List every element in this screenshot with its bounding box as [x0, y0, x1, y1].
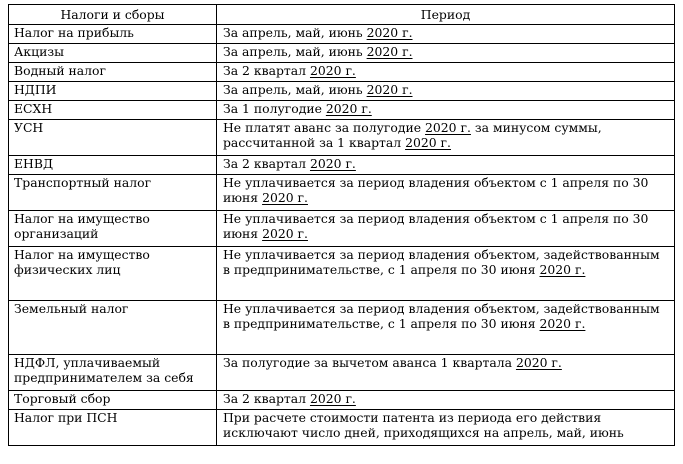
year-reference: 2020 г. — [262, 190, 308, 205]
year-reference: 2020 г. — [539, 316, 586, 331]
table-row — [9, 101, 675, 120]
tax-name-cell: Налог на имущество физических лиц — [9, 247, 217, 301]
year-reference: 2020 г. — [515, 355, 562, 370]
tax-name-cell: Налог на имущество организаций — [9, 211, 217, 247]
year-reference: 2020 г. — [425, 120, 471, 135]
table-row — [9, 410, 675, 446]
year-reference: 2020 г. — [309, 156, 356, 171]
table-row — [9, 211, 675, 247]
period-cell: Не уплачивается за период владения объектом с 1 апреля по 30 июня 2020 г. — [217, 211, 675, 247]
tax-name-cell: Земельный налог — [9, 301, 217, 355]
year-reference: 2020 г. — [405, 135, 451, 150]
table-row — [9, 355, 675, 391]
year-reference: 2020 г. — [539, 262, 586, 277]
period-cell: При расчете стоимости патента из периода его действия исключают число дней, приходящихся на апрель, май, июнь — [217, 410, 675, 446]
header-row — [9, 5, 675, 25]
tax-name-cell: НДФЛ, уплачиваемый предпринимателем за себя — [9, 355, 217, 391]
table-row — [9, 156, 675, 175]
period-cell: За апрель, май, июнь 2020 г. — [217, 44, 675, 63]
year-reference: 2020 г. — [366, 44, 413, 59]
period-cell: За апрель, май, июнь 2020 г. — [217, 25, 675, 44]
period-cell: За полугодие за вычетом аванса 1 квартала 2020 г. — [217, 355, 675, 391]
period-cell: За апрель, май, июнь 2020 г. — [217, 82, 675, 101]
tax-name-cell: НДПИ — [9, 82, 217, 101]
period-cell: Не уплачивается за период владения объектом, задействованным в предпринимательстве, с 1 апреля по 30 июня 2020 г. — [217, 247, 675, 301]
year-reference: 2020 г. — [309, 391, 356, 406]
year-reference: 2020 г. — [262, 226, 308, 241]
tax-name-cell: УСН — [9, 120, 217, 156]
period-cell: За 1 полугодие 2020 г. — [217, 101, 675, 120]
period-cell: Не уплачивается за период владения объектом с 1 апреля по 30 июня 2020 г. — [217, 175, 675, 211]
table-row — [9, 391, 675, 410]
year-reference: 2020 г. — [366, 25, 413, 40]
table-row — [9, 82, 675, 101]
tax-periods-table — [8, 4, 675, 446]
header-period: Период — [217, 5, 675, 25]
tax-name-cell: ЕСХН — [9, 101, 217, 120]
tax-name-cell: ЕНВД — [9, 156, 217, 175]
tax-name-cell: Налог при ПСН — [9, 410, 217, 446]
year-reference: 2020 г. — [325, 101, 372, 116]
table-row — [9, 25, 675, 44]
header-taxes: Налоги и сборы — [9, 5, 217, 25]
tax-name-cell: Налог на прибыль — [9, 25, 217, 44]
table-row — [9, 44, 675, 63]
table-row — [9, 247, 675, 301]
period-cell: Не платят аванс за полугодие 2020 г. за минусом суммы, рассчитанной за 1 квартал 2020 г. — [217, 120, 675, 156]
table-row — [9, 120, 675, 156]
period-cell: Не уплачивается за период владения объектом, задействованным в предпринимательстве, с 1 апреля по 30 июня 2020 г. — [217, 301, 675, 355]
table-row — [9, 63, 675, 82]
period-cell: За 2 квартал 2020 г. — [217, 391, 675, 410]
year-reference: 2020 г. — [366, 82, 413, 97]
table-row — [9, 301, 675, 355]
tax-name-cell: Транспортный налог — [9, 175, 217, 211]
period-cell: За 2 квартал 2020 г. — [217, 63, 675, 82]
period-cell: За 2 квартал 2020 г. — [217, 156, 675, 175]
year-reference: 2020 г. — [309, 63, 356, 78]
tax-name-cell: Акцизы — [9, 44, 217, 63]
table-row — [9, 175, 675, 211]
tax-name-cell: Водный налог — [9, 63, 217, 82]
tax-name-cell: Торговый сбор — [9, 391, 217, 410]
